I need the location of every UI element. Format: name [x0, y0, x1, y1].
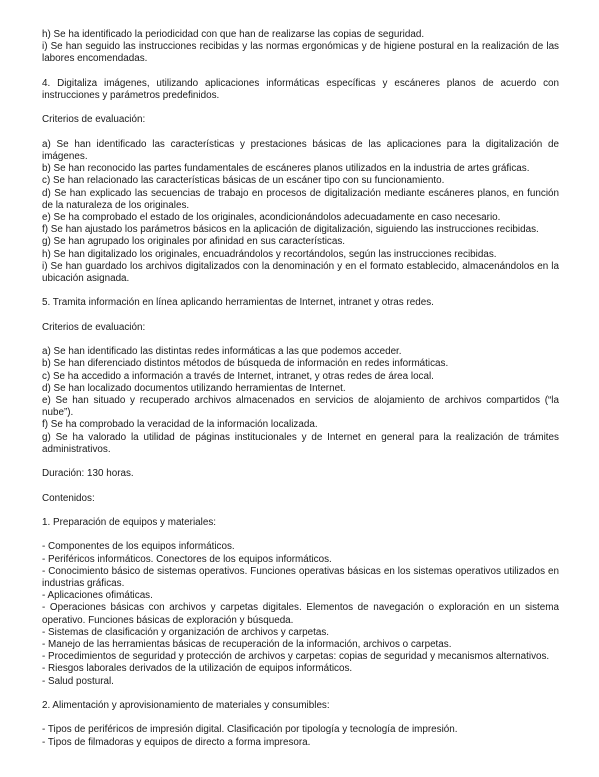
content-list	[42, 541, 559, 687]
contents-label: Contenidos:	[42, 492, 95, 504]
criterion-item: h) Se han digitalizado los originales, encuadrándolos y recortándolos, según las instrucciones recibidas.	[42, 248, 497, 260]
criteria-list	[42, 346, 559, 456]
content-item: - Aplicaciones ofimáticas.	[42, 590, 153, 602]
content-item: - Conocimiento básico de sistemas operativos. Funciones operativas básicas en los sistemas operativos utilizados en industrias gráficas.	[42, 565, 559, 589]
criterion-item: e) Se ha comprobado el estado de los originales, acondicionándolos adecuadamente en caso necesario.	[42, 212, 501, 223]
criterion-item: f) Se ha comprobado la veracidad de la información localizada.	[42, 419, 318, 431]
content-list	[42, 724, 559, 748]
content-item: - Tipos de filmadoras y equipos de directo a forma impresora.	[42, 736, 311, 748]
content-heading: 2. Alimentación y aprovisionamiento de materiales y consumibles:	[42, 700, 330, 711]
criterion-item: i) Se han guardado los archivos digitalizados con la denominación y en el formato establecido, almacenándolos en la ubicación asignada.	[42, 260, 559, 285]
content-item: - Procedimientos de seguridad y protección de archivos y carpetas: copias de seguridad y mecanismos alternativos.	[42, 651, 550, 663]
document-page	[42, 29, 559, 749]
content-item: - Salud postural.	[42, 675, 114, 687]
criterion-item: a) Se han identificado las distintas redes informáticas a las que podemos acceder.	[42, 346, 402, 358]
criterion-item: h) Se ha identificado la periodicidad con que han de realizarse las copias de seguridad.	[42, 29, 425, 40]
section-heading: 4. Digitaliza imágenes, utilizando aplicaciones informáticas específicas y escáneres planos de acuerdo con instrucciones y parámetros predefinidos.	[42, 77, 559, 101]
criteria-continued	[42, 29, 559, 66]
criterion-item: g) Se han agrupado los originales por afinidad en sus características.	[42, 236, 346, 248]
criterion-item: g) Se ha valorado la utilidad de páginas institucionales y de Internet en general para la realización de trámites administrativos.	[42, 431, 559, 455]
content-item: - Sistemas de clasificación y organización de archivos y carpetas.	[42, 626, 330, 638]
criterion-item: f) Se han ajustado los parámetros básicos en la aplicación de digitalización, siguiendo las instrucciones recibidas.	[42, 224, 539, 236]
criterion-item: i) Se han seguido las instrucciones recibidas y las normas ergonómicas y de higiene postural en la realización de las labores encomendadas.	[42, 41, 559, 65]
criterion-item: d) Se han localizado documentos utilizando herramientas de Internet.	[42, 382, 346, 394]
content-item: - Operaciones básicas con archivos y carpetas digitales. Elementos de navegación o exploración en un sistema operativo. Funciones básicas de exploración y búsqueda.	[42, 602, 559, 626]
criteria-label: Criterios de evaluación:	[42, 114, 146, 126]
content-item: - Periféricos informáticos. Conectores de los equipos informáticos.	[42, 553, 332, 565]
criterion-item: c) Se ha accedido a información a través de Internet, intranet, y otras redes de área local.	[42, 370, 434, 382]
content-item: - Manejo de las herramientas básicas de recuperación de la información, archivos o carpetas.	[42, 639, 452, 650]
criterion-item: b) Se han reconocido las partes fundamentales de escáneres planos utilizados en la industria de artes gráficas.	[42, 163, 530, 175]
criterion-item: e) Se han situado y recuperado archivos almacenados en servicios de alojamiento de archivos compartidos (“la nube”).	[42, 395, 559, 419]
criterion-item: b) Se han diferenciado distintos métodos de búsqueda de información en redes informáticas.	[42, 358, 449, 370]
content-heading: 1. Preparación de equipos y materiales:	[42, 516, 217, 528]
section-heading: 5. Tramita información en línea aplicando herramientas de Internet, intranet y otras redes.	[42, 297, 434, 309]
criterion-item: d) Se han explicado las secuencias de trabajo en procesos de digitalización mediante escáneres planos, en función de la naturaleza de los originales.	[42, 187, 559, 211]
criteria-list	[42, 139, 559, 285]
criterion-item: a) Se han identificado las características y prestaciones básicas de las aplicaciones para la digitalización de imágenes.	[42, 138, 559, 162]
duration-text: Duración: 130 horas.	[42, 468, 134, 480]
content-item: - Componentes de los equipos informáticos.	[42, 541, 235, 553]
content-item: - Tipos de periféricos de impresión digital. Clasificación por tipología y tecnología de impresión.	[42, 724, 458, 736]
criterion-item: c) Se han relacionado las características básicas de un escáner tipo con su funcionamiento.	[42, 175, 445, 187]
content-item: - Riesgos laborales derivados de la utilización de equipos informáticos.	[42, 663, 353, 675]
criteria-label: Criterios de evaluación:	[42, 321, 146, 333]
